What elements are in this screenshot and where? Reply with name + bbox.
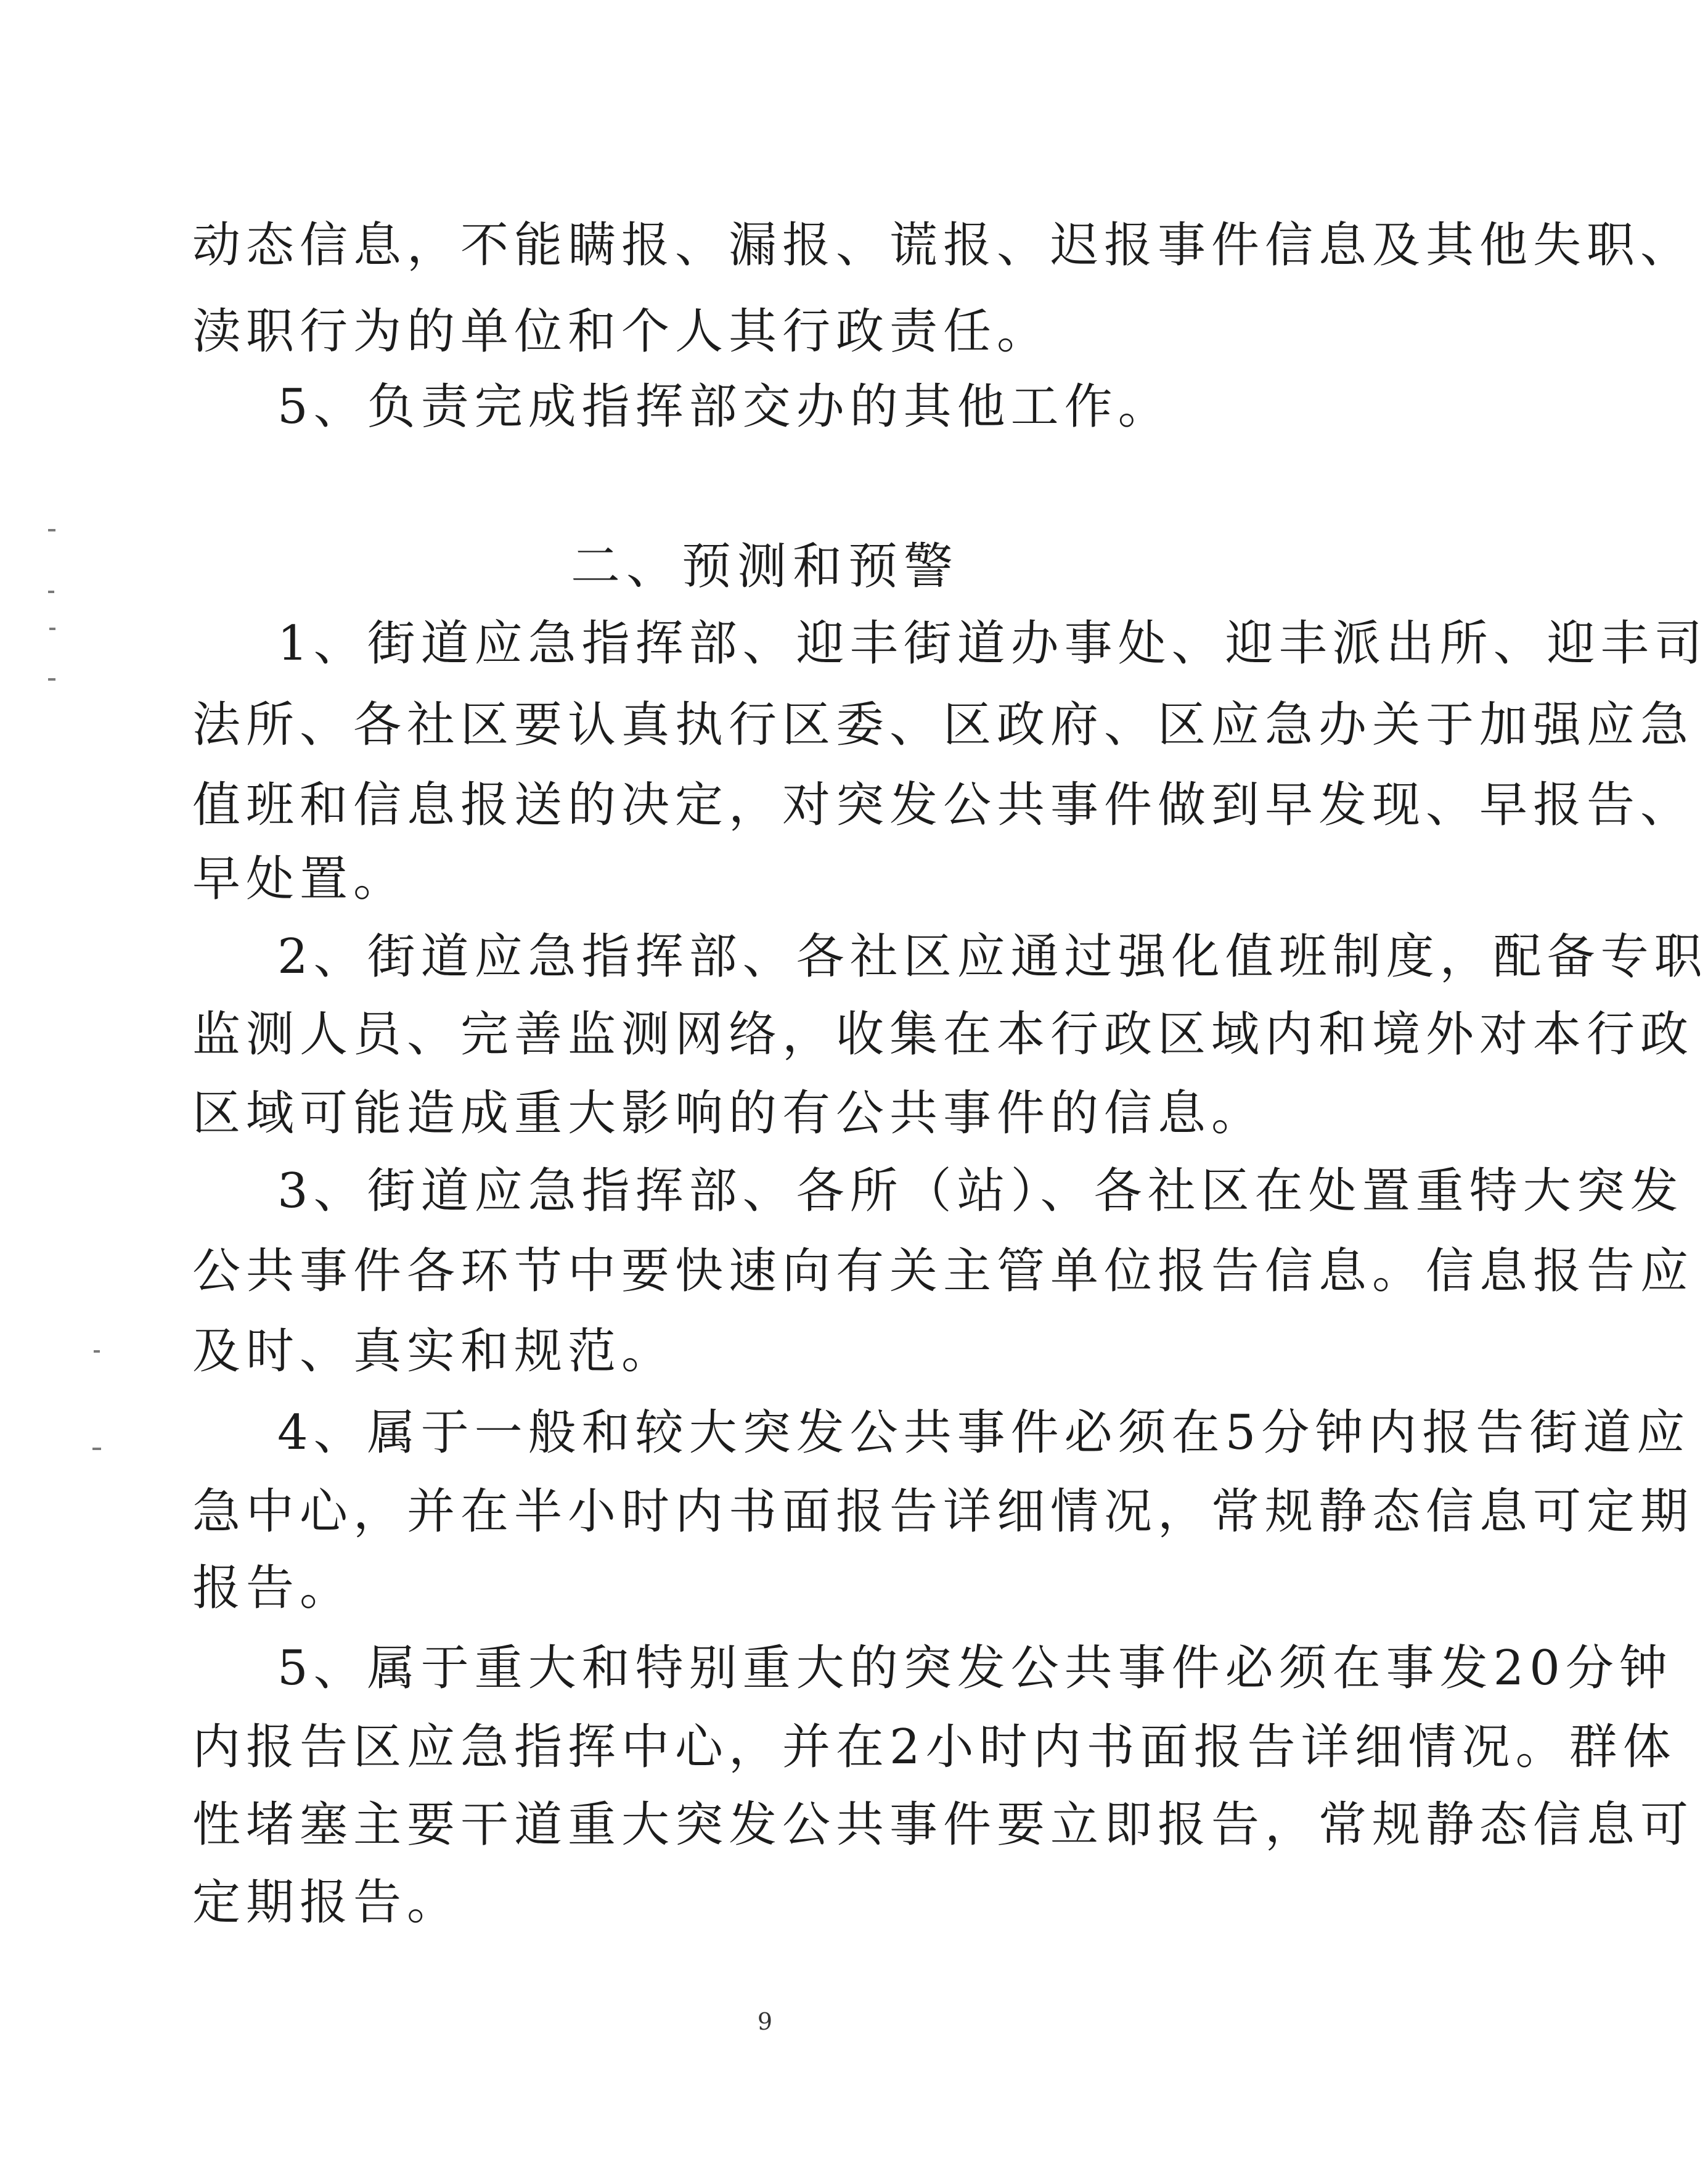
paragraph-line: 5、负责完成指挥部交办的其他工作。 [277, 379, 1172, 435]
scan-mark [48, 678, 55, 681]
paragraph-line: 3、街道应急指挥部、各所（站）、各社区在处置重特大突发 [277, 1163, 1684, 1219]
scan-mark [94, 1350, 100, 1353]
paragraph-line: 报告。 [192, 1560, 354, 1616]
paragraph-line: 值班和信息报送的决定，对突发公共事件做到早发现、早报告、 [192, 777, 1694, 833]
paragraph-line: 监测人员、完善监测网络，收集在本行政区域内和境外对本行政 [192, 1007, 1694, 1062]
paragraph-line: 区域可能造成重大影响的有公共事件的信息。 [192, 1086, 1265, 1141]
scan-mark [49, 628, 55, 630]
paragraph-line: 动态信息，不能瞒报、漏报、谎报、迟报事件信息及其他失职、 [192, 218, 1694, 273]
page-number: 9 [757, 2008, 773, 2035]
paragraph-line: 内报告区应急指挥中心，并在2小时内书面报告详细情况。群体 [192, 1719, 1677, 1775]
paragraph-line: 公共事件各环节中要快速向有关主管单位报告信息。信息报告应 [192, 1244, 1694, 1299]
section-heading: 二、预测和预警 [571, 538, 959, 595]
paragraph-line: 性堵塞主要干道重大突发公共事件要立即报告，常规静态信息可 [192, 1797, 1694, 1853]
paragraph-line: 5、属于重大和特别重大的突发公共事件必须在事发20分钟 [277, 1641, 1673, 1696]
paragraph-line: 4、属于一般和较大突发公共事件必须在5分钟内报告街道应 [277, 1405, 1691, 1461]
scan-mark [92, 1448, 101, 1450]
scan-mark [48, 529, 55, 531]
paragraph-line: 法所、各社区要认真执行区委、区政府、区应急办关于加强应急 [192, 697, 1694, 753]
paragraph-line: 1、街道应急指挥部、迎丰街道办事处、迎丰派出所、迎丰司 [277, 616, 1708, 671]
paragraph-line: 早处置。 [192, 851, 407, 907]
paragraph-line: 渎职行为的单位和个人其行政责任。 [192, 304, 1051, 359]
paragraph-line: 急中心，并在半小时内书面报告详细情况，常规静态信息可定期 [192, 1484, 1694, 1539]
paragraph-line: 定期报告。 [192, 1875, 461, 1930]
paragraph-line: 2、街道应急指挥部、各社区应通过强化值班制度，配备专职 [277, 929, 1708, 985]
paragraph-line: 及时、真实和规范。 [192, 1324, 676, 1379]
